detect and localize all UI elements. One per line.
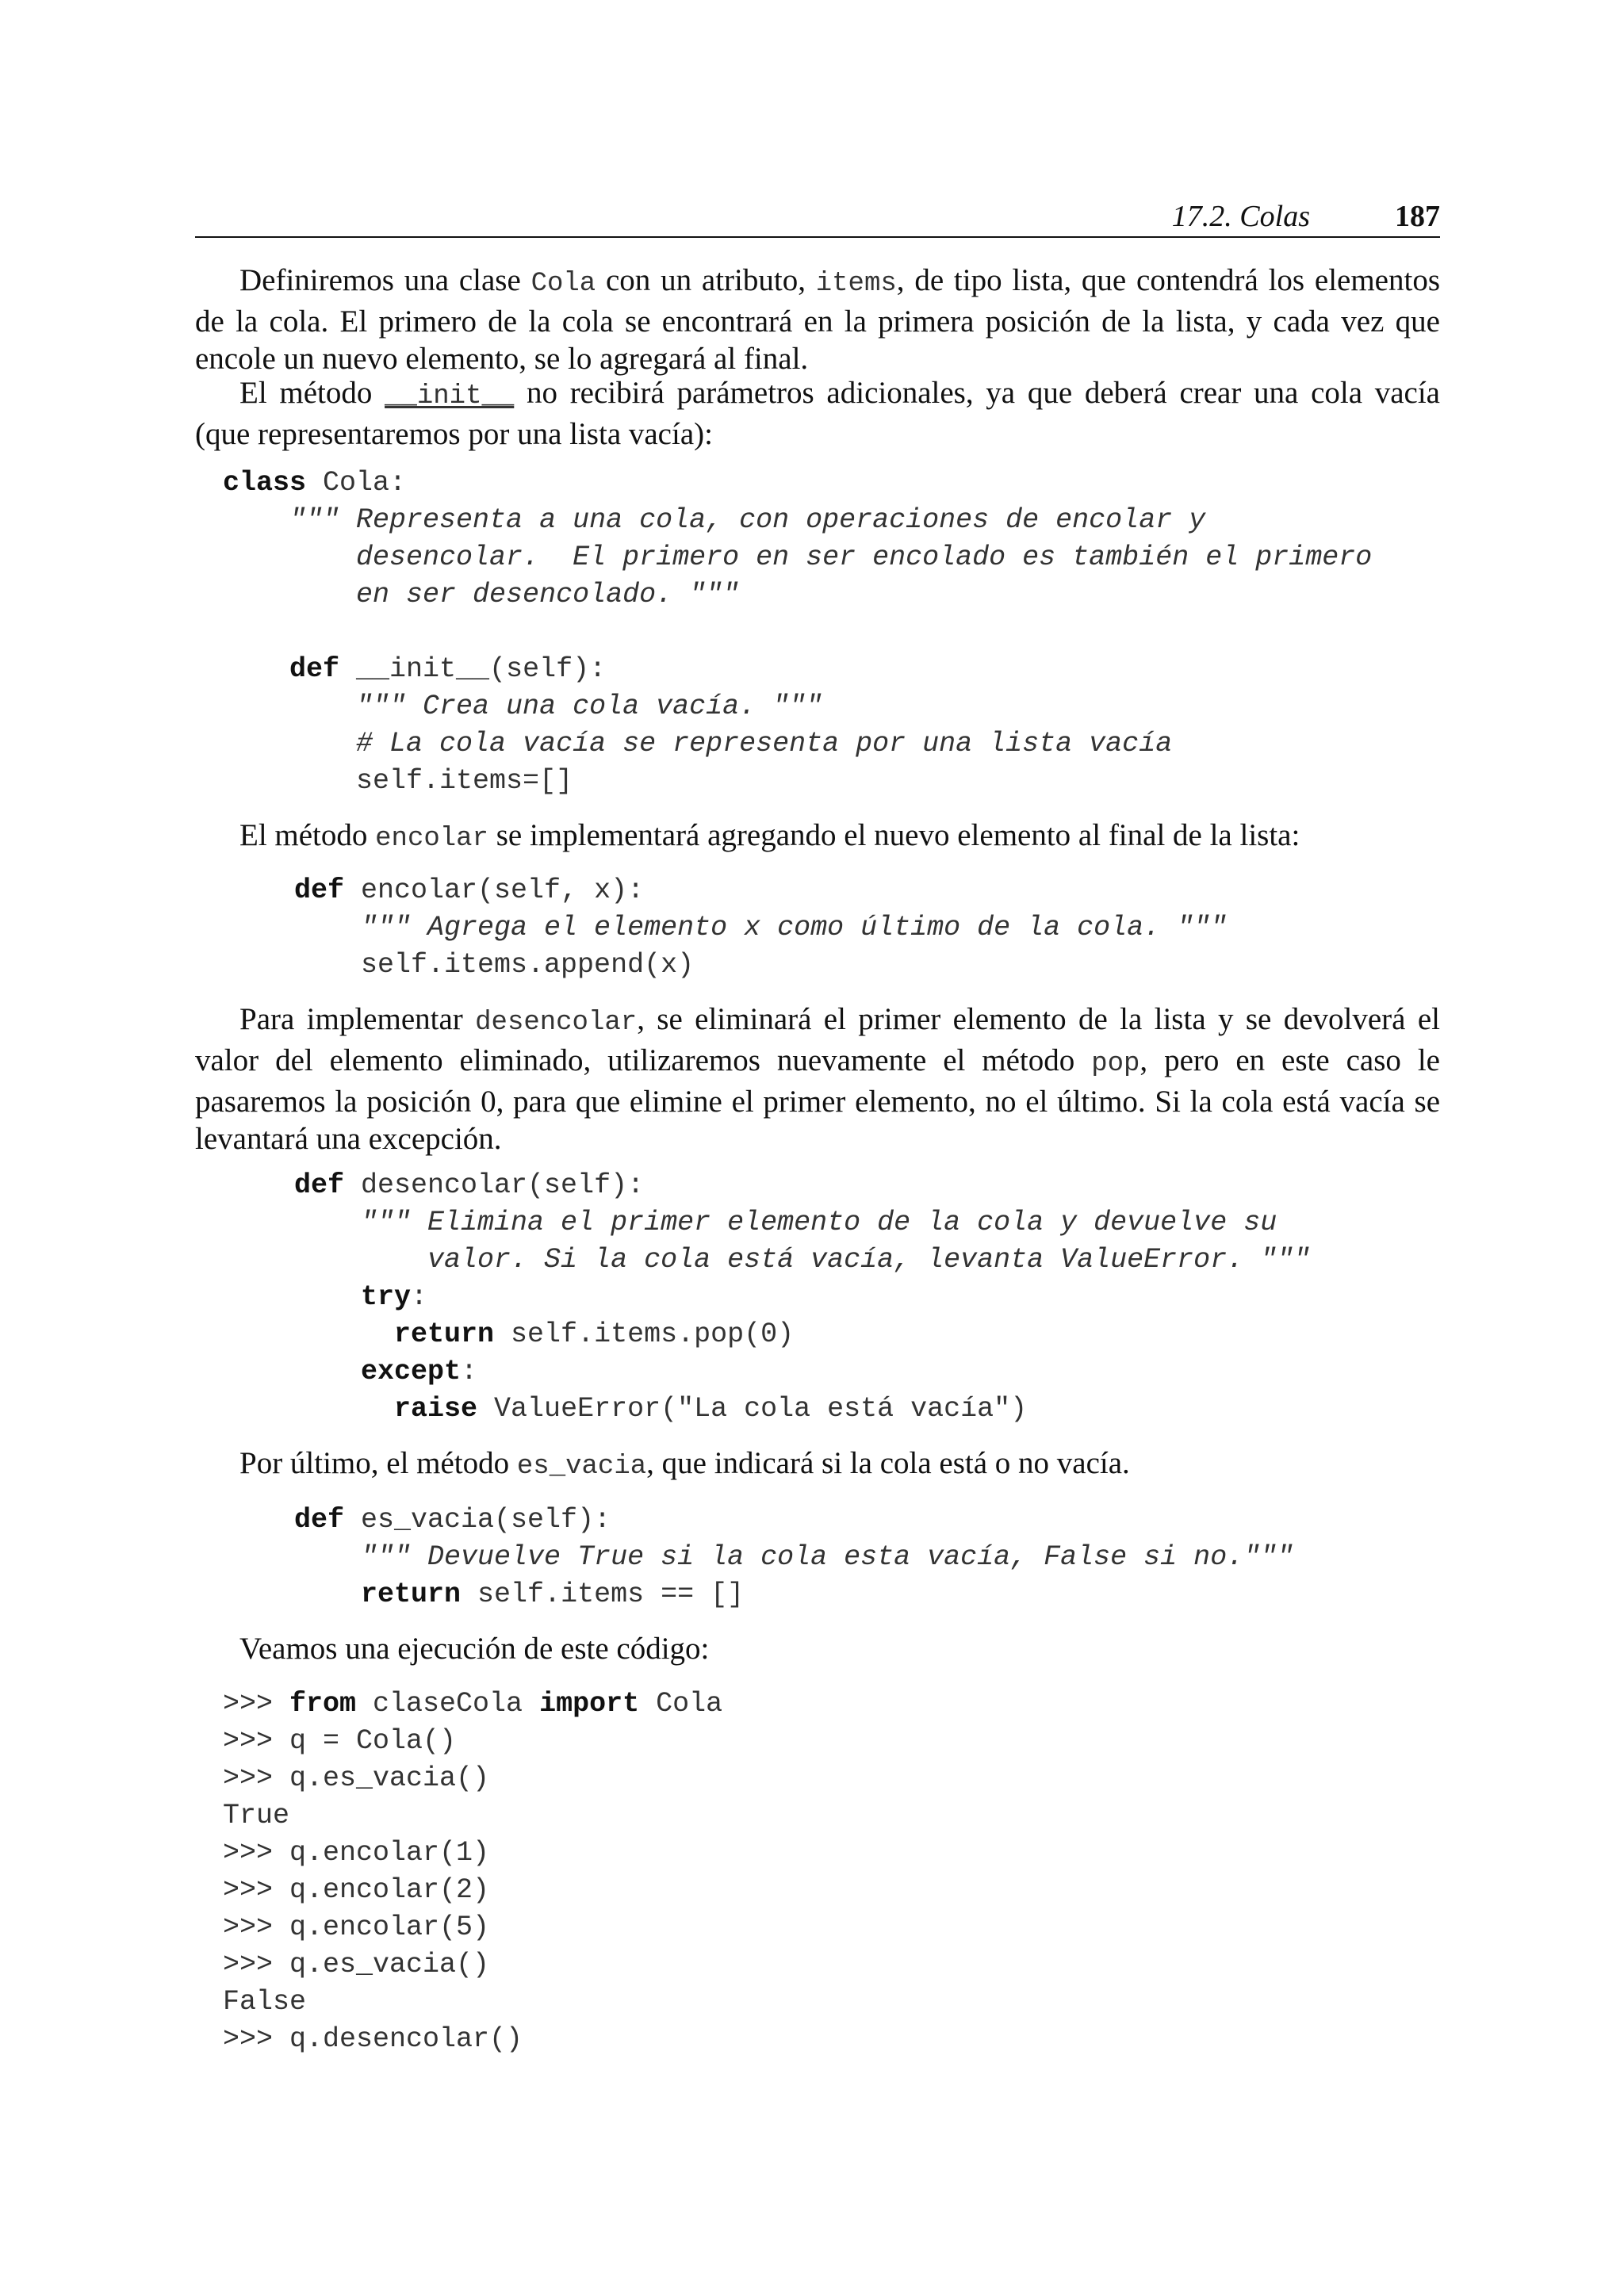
code-block-es-vacia: def es_vacia(self): """ Devuelve True si la cola esta vacía, False si no.""" return self.items == [] xyxy=(294,1504,1294,1610)
code-block-session: >>> from claseCola import Cola >>> q = Cola() >>> q.es_vacia() True >>> q.encolar(1) >>> q.encolar(2) >>> q.encolar(5) >>> q.es_vacia() False >>> q.desencolar() xyxy=(223,1688,723,2055)
inline-code: __init__ xyxy=(385,381,515,411)
paragraph-desencolar: Para implementar desencolar, se eliminará el primer elemento de la lista y se devolverá el valor del elemento eliminado, utilizaremos nuevamente el método pop, pero en este caso le pasaremos la posición 0, para que elimine el primer elemento, no el último. Si la cola está vacía se levantará una excepción. xyxy=(195,1002,1440,1156)
inline-code: items xyxy=(815,269,897,299)
inline-code: Cola xyxy=(530,269,596,299)
running-header xyxy=(195,195,1440,238)
paragraph-es-vacia: Por último, el método es_vacia, que indicará si la cola está o no vacía. xyxy=(239,1446,1130,1482)
code-block-class: class Cola: """ Representa a una cola, con operaciones de encolar y desencolar. El primero en ser encolado es también el primero en ser desencolado. """ def __init__(self): """ Crea una cola vacía. """ # La cola vacía se representa por una lista vacía self.items=[] xyxy=(223,467,1373,797)
inline-code: desencolar xyxy=(475,1008,638,1038)
inline-code: es_vacia xyxy=(516,1452,647,1482)
code-block-desencolar: def desencolar(self): """ Elimina el primer elemento de la cola y devuelve su valor. Si la cola está vacía, levanta ValueError. """ try: return self.items.pop(0) except: raise ValueError("La cola está vacía") xyxy=(294,1169,1311,1425)
paragraph-intro: Definiremos una clase Cola con un atributo, items, de tipo lista, que contendrá los elementos de la cola. El primero de la cola se encontrará en la primera posición de la lista, y cada vez que encole un nuevo elemento, se lo agregará al final. xyxy=(195,263,1440,376)
paragraph-ejecucion: Veamos una ejecución de este código: xyxy=(239,1632,710,1666)
header-rule xyxy=(195,236,1440,238)
section-title: 17.2. Colas xyxy=(1171,200,1310,233)
inline-code: encolar xyxy=(375,824,488,854)
paragraph-init: El método __init__ no recibirá parámetros adicionales, ya que deberá crear una cola vacía (que representaremos por una lista vacía): xyxy=(195,376,1440,451)
code-block-encolar: def encolar(self, x): """ Agrega el elemento x como último de la cola. """ self.items.append(x) xyxy=(294,874,1228,981)
paragraph-encolar: El método encolar se implementará agregando el nuevo elemento al final de la lista: xyxy=(239,818,1300,854)
inline-code: pop xyxy=(1091,1049,1140,1079)
page-number: 187 xyxy=(1395,200,1440,233)
